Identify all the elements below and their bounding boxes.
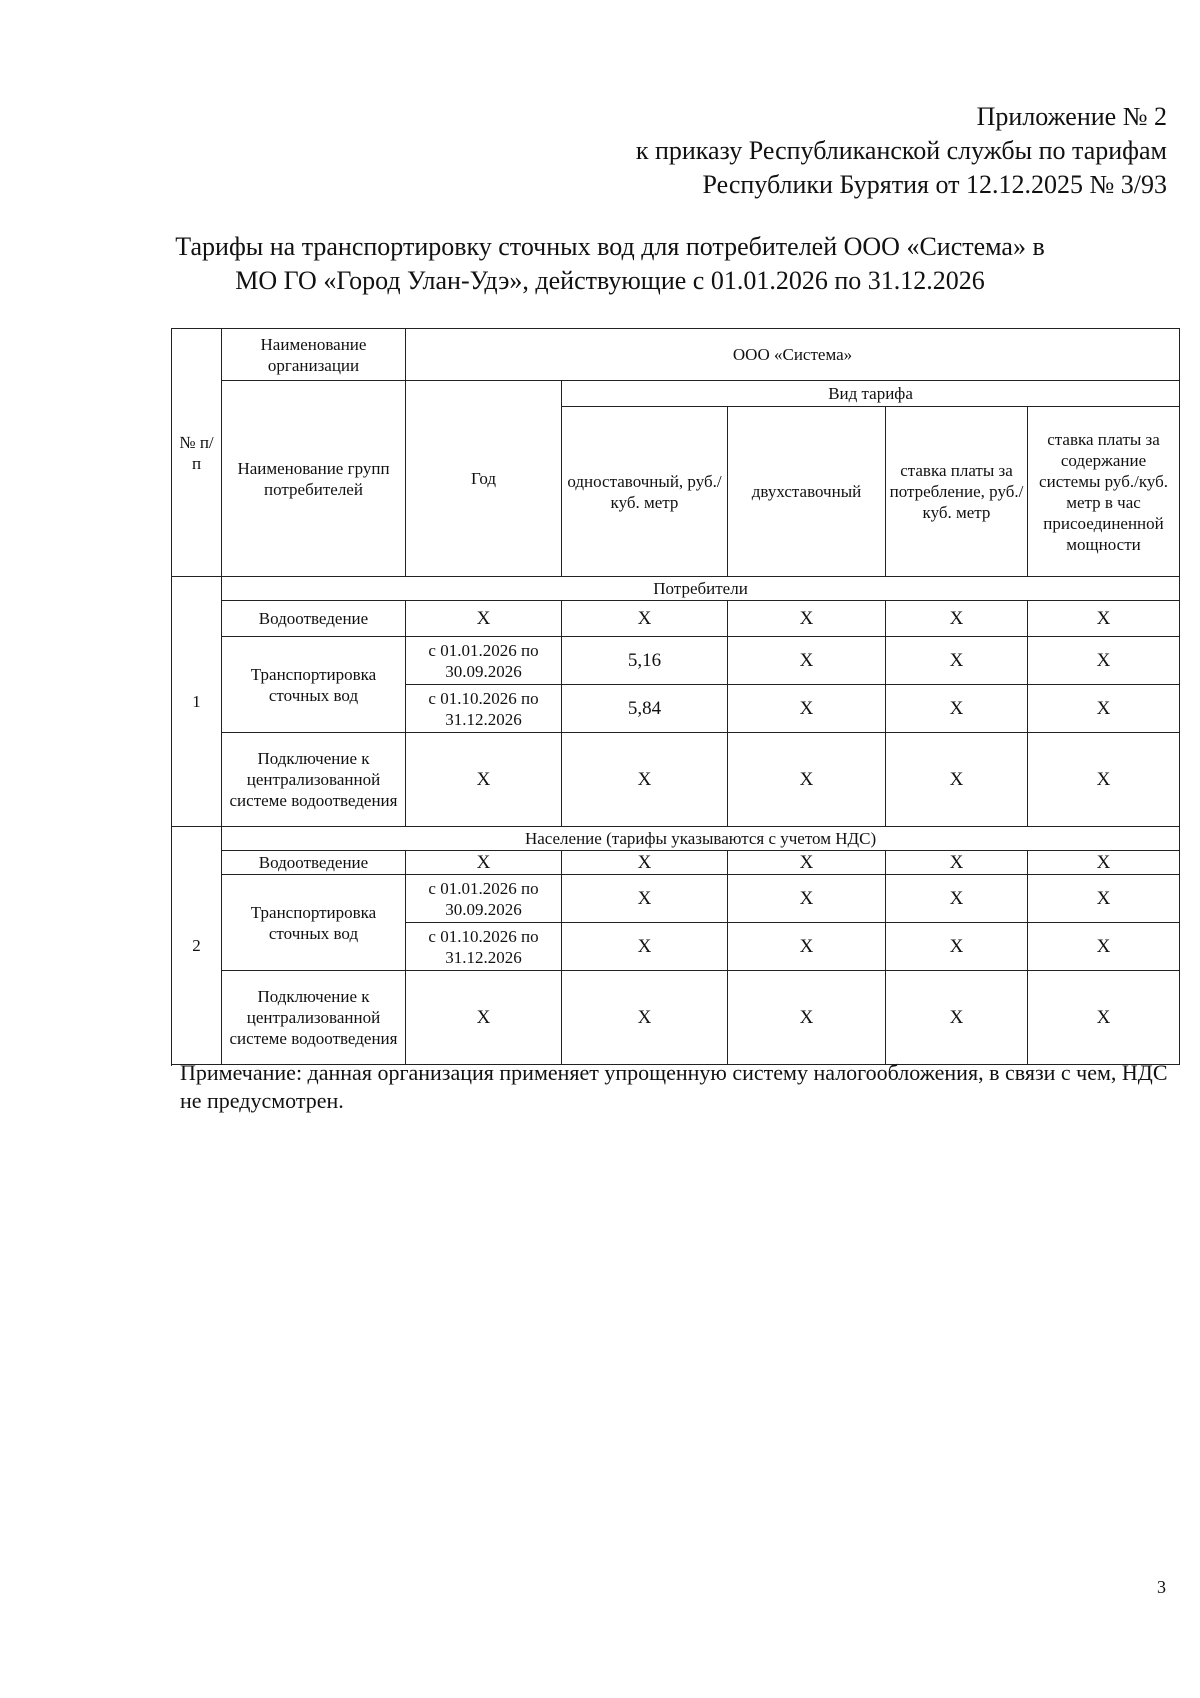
consumption-rate-cell: X — [886, 851, 1028, 875]
single-rate-cell: X — [562, 971, 728, 1065]
header-year: Год — [406, 381, 562, 577]
header-two-part-rate: двухставочный — [728, 407, 886, 577]
capacity-rate-cell: X — [1028, 851, 1180, 875]
two-part-rate-cell: X — [728, 851, 886, 875]
capacity-rate-cell: X — [1028, 733, 1180, 827]
two-part-rate-cell: X — [728, 601, 886, 637]
appendix-number: Приложение № 2 — [976, 102, 1167, 131]
section-title: Потребители — [222, 577, 1180, 601]
two-part-rate-cell: X — [728, 637, 886, 685]
single-rate-cell: X — [562, 601, 728, 637]
group-name: Транспортировка сточных вод — [222, 637, 406, 733]
header-capacity-rate: ставка платы за содержание системы руб./куб. метр в час присоединенной мощности — [1028, 407, 1180, 577]
consumption-rate-cell: X — [886, 875, 1028, 923]
org-name-value: ООО «Система» — [406, 329, 1180, 381]
title-line-1: Тарифы на транспортировку сточных вод для потребителей ООО «Система» в — [175, 232, 1045, 261]
document-header — [467, 100, 1167, 202]
header-number: № п/п — [172, 329, 222, 577]
capacity-rate-cell: X — [1028, 875, 1180, 923]
header-tariff-type: Вид тарифа — [562, 381, 1180, 407]
capacity-rate-cell: X — [1028, 971, 1180, 1065]
group-name: Водоотведение — [222, 851, 406, 875]
year-cell: с 01.01.2026 по 30.09.2026 — [406, 637, 562, 685]
group-name: Водоотведение — [222, 601, 406, 637]
single-rate-cell: X — [562, 875, 728, 923]
year-cell: с 01.01.2026 по 30.09.2026 — [406, 875, 562, 923]
consumption-rate-cell: X — [886, 685, 1028, 733]
document-title — [160, 230, 1060, 298]
section-number: 1 — [172, 577, 222, 827]
consumption-rate-cell: X — [886, 923, 1028, 971]
header-single-rate: одноставочный, руб./ куб. метр — [562, 407, 728, 577]
year-cell: X — [406, 733, 562, 827]
single-rate-cell: 5,16 — [562, 637, 728, 685]
section-number: 2 — [172, 827, 222, 1065]
consumption-rate-cell: X — [886, 637, 1028, 685]
tariff-table — [171, 328, 1180, 1065]
group-name: Транспортировка сточных вод — [222, 875, 406, 971]
year-cell: X — [406, 851, 562, 875]
single-rate-cell: 5,84 — [562, 685, 728, 733]
year-cell: X — [406, 601, 562, 637]
header-org-name: Наименование организации — [222, 329, 406, 381]
two-part-rate-cell: X — [728, 971, 886, 1065]
header-consumer-groups: Наименование групп потребителей — [222, 381, 406, 577]
year-cell: с 01.10.2026 по 31.12.2026 — [406, 685, 562, 733]
consumption-rate-cell: X — [886, 733, 1028, 827]
consumption-rate-cell: X — [886, 971, 1028, 1065]
year-cell: X — [406, 971, 562, 1065]
tax-note: Примечание: данная организация применяет упрощенную систему налогообложения, в связи с чем, НДС не предусмотрен. — [180, 1060, 1168, 1113]
two-part-rate-cell: X — [728, 685, 886, 733]
capacity-rate-cell: X — [1028, 601, 1180, 637]
header-consumption-rate: ставка платы за потребление, руб./ куб. метр — [886, 407, 1028, 577]
two-part-rate-cell: X — [728, 733, 886, 827]
group-name: Подключение к централизованной системе водоотведения — [222, 971, 406, 1065]
capacity-rate-cell: X — [1028, 923, 1180, 971]
capacity-rate-cell: X — [1028, 637, 1180, 685]
group-name: Подключение к централизованной системе водоотведения — [222, 733, 406, 827]
order-reference: к приказу Республиканской службы по тарифам — [635, 136, 1167, 165]
single-rate-cell: X — [562, 733, 728, 827]
single-rate-cell: X — [562, 923, 728, 971]
section-title: Население (тарифы указываются с учетом НДС) — [222, 827, 1180, 851]
two-part-rate-cell: X — [728, 923, 886, 971]
two-part-rate-cell: X — [728, 875, 886, 923]
single-rate-cell: X — [562, 851, 728, 875]
page-number: 3 — [1157, 1577, 1166, 1597]
consumption-rate-cell: X — [886, 601, 1028, 637]
capacity-rate-cell: X — [1028, 685, 1180, 733]
order-date-number: Республики Бурятия от 12.12.2025 № 3/93 — [702, 170, 1167, 199]
title-line-2: МО ГО «Город Улан-Удэ», действующие с 01.01.2026 по 31.12.2026 — [235, 266, 985, 295]
year-cell: с 01.10.2026 по 31.12.2026 — [406, 923, 562, 971]
